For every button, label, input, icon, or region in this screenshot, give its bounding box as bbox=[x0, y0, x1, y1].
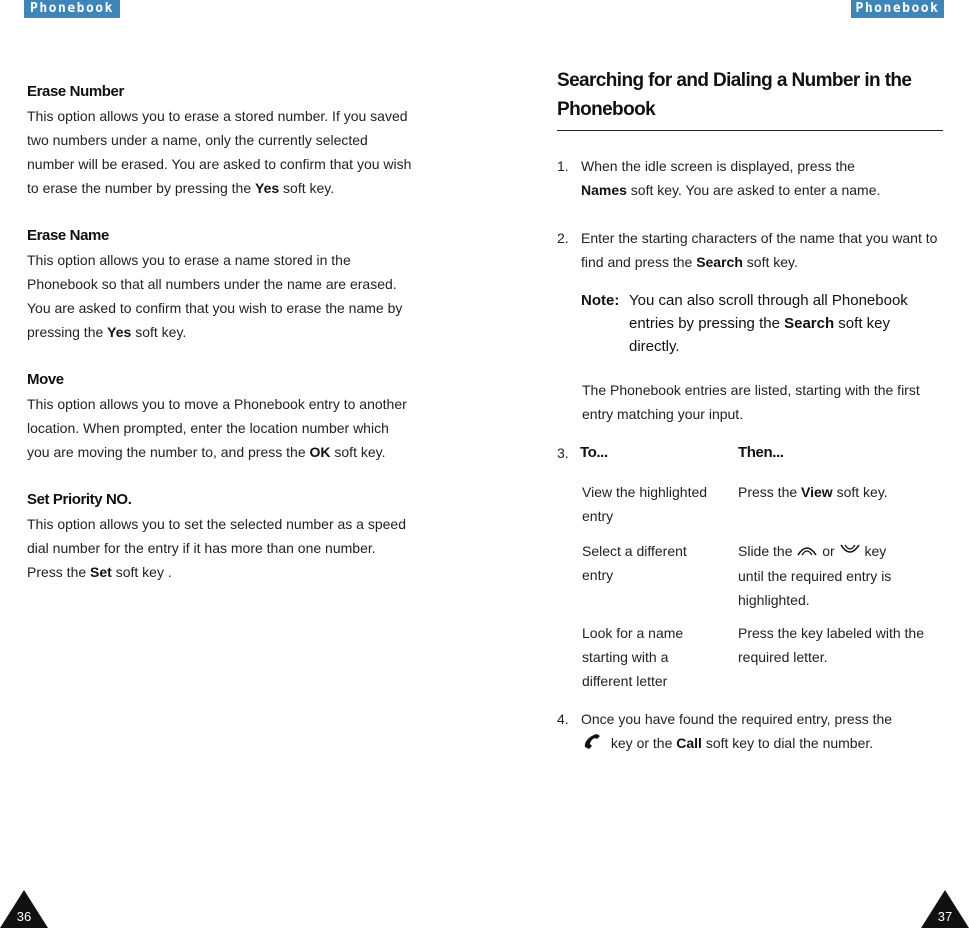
ok-key-label: OK bbox=[309, 444, 331, 460]
page-number-right: 37 bbox=[921, 890, 969, 928]
set-key-label: Set bbox=[90, 564, 112, 580]
left-page-content bbox=[27, 80, 412, 608]
table-row-2-to: Select a different entry bbox=[582, 543, 687, 583]
page-number-left: 36 bbox=[0, 890, 48, 928]
search-key-label: Search bbox=[696, 254, 743, 270]
erase-number-text: This option allows you to erase a stored number. If you saved two numbers under a name, only the currently selected number will be erased. You are asked to confirm that you wish to erase the number by pressing the Yes soft key. bbox=[27, 108, 412, 196]
set-priority-text: This option allows you to set the selected number as a speed dial number for the entry if it has more than one number. Press the Set soft key . bbox=[27, 516, 406, 580]
page-title: Searching for and Dialing a Number in the Phonebook bbox=[557, 66, 943, 131]
erase-number-heading: Erase Number bbox=[27, 83, 124, 100]
step-number: 2. bbox=[557, 230, 569, 246]
header-tab-right: Phonebook bbox=[851, 0, 944, 18]
call-key-label: Call bbox=[676, 735, 702, 751]
yes-key-label: Yes bbox=[255, 180, 280, 196]
note-label: Note: bbox=[581, 292, 620, 309]
set-priority-section bbox=[27, 488, 412, 584]
down-arrow-key-icon bbox=[839, 540, 861, 564]
yes-key-label: Yes bbox=[107, 324, 132, 340]
erase-name-text: This option allows you to erase a name stored in the Phonebook so that all numbers under the name are erased. You are asked to confirm that you wish to erase the name by pressing the Yes soft key. bbox=[27, 252, 403, 340]
move-text: This option allows you to move a Phonebook entry to another location. When prompted, enter the location number which you are moving the number to, and press the OK soft key. bbox=[27, 396, 407, 460]
move-heading: Move bbox=[27, 371, 64, 388]
search-key-label: Search bbox=[784, 315, 835, 332]
erase-number-section bbox=[27, 80, 412, 200]
note-text: You can also scroll through all Phonebook entries by pressing the Search soft key directly. bbox=[629, 292, 908, 355]
table-row-1-to: View the highlighted entry bbox=[582, 484, 708, 524]
names-key-label: Names bbox=[581, 182, 627, 198]
up-arrow-key-icon bbox=[796, 540, 818, 564]
step-2-text: Enter the starting characters of the name that you want to find and press the Search soft key. bbox=[581, 230, 938, 270]
listed-info: The Phonebook entries are listed, starting with the first entry matching your input. bbox=[582, 382, 920, 422]
phone-handset-icon bbox=[581, 732, 607, 757]
table-row-2-then: Slide the or key until the required entry is highlighted. bbox=[738, 539, 943, 612]
set-priority-heading: Set Priority NO. bbox=[27, 491, 132, 508]
step-4-text: Once you have found the required entry, press the key or the Call soft key to dial the number. bbox=[581, 707, 943, 757]
step-number: 1. bbox=[557, 158, 569, 174]
erase-name-section bbox=[27, 224, 412, 344]
table-row-3-then: Press the key labeled with the required letter. bbox=[738, 625, 924, 665]
move-section bbox=[27, 368, 412, 464]
step-3-number: 3. bbox=[557, 445, 569, 461]
table-row-3-to: Look for a name starting with a different letter bbox=[582, 625, 684, 689]
step-number: 4. bbox=[557, 711, 569, 727]
view-key-label: View bbox=[801, 484, 833, 500]
table-row-1-then: Press the View soft key. bbox=[738, 484, 888, 500]
table-header-to: To... bbox=[580, 444, 608, 461]
erase-name-heading: Erase Name bbox=[27, 227, 109, 244]
table-header-then: Then... bbox=[738, 444, 784, 461]
step-1-text: When the idle screen is displayed, press the Names soft key. You are asked to enter a name. bbox=[581, 158, 881, 198]
header-tab-left: Phonebook bbox=[24, 0, 120, 18]
